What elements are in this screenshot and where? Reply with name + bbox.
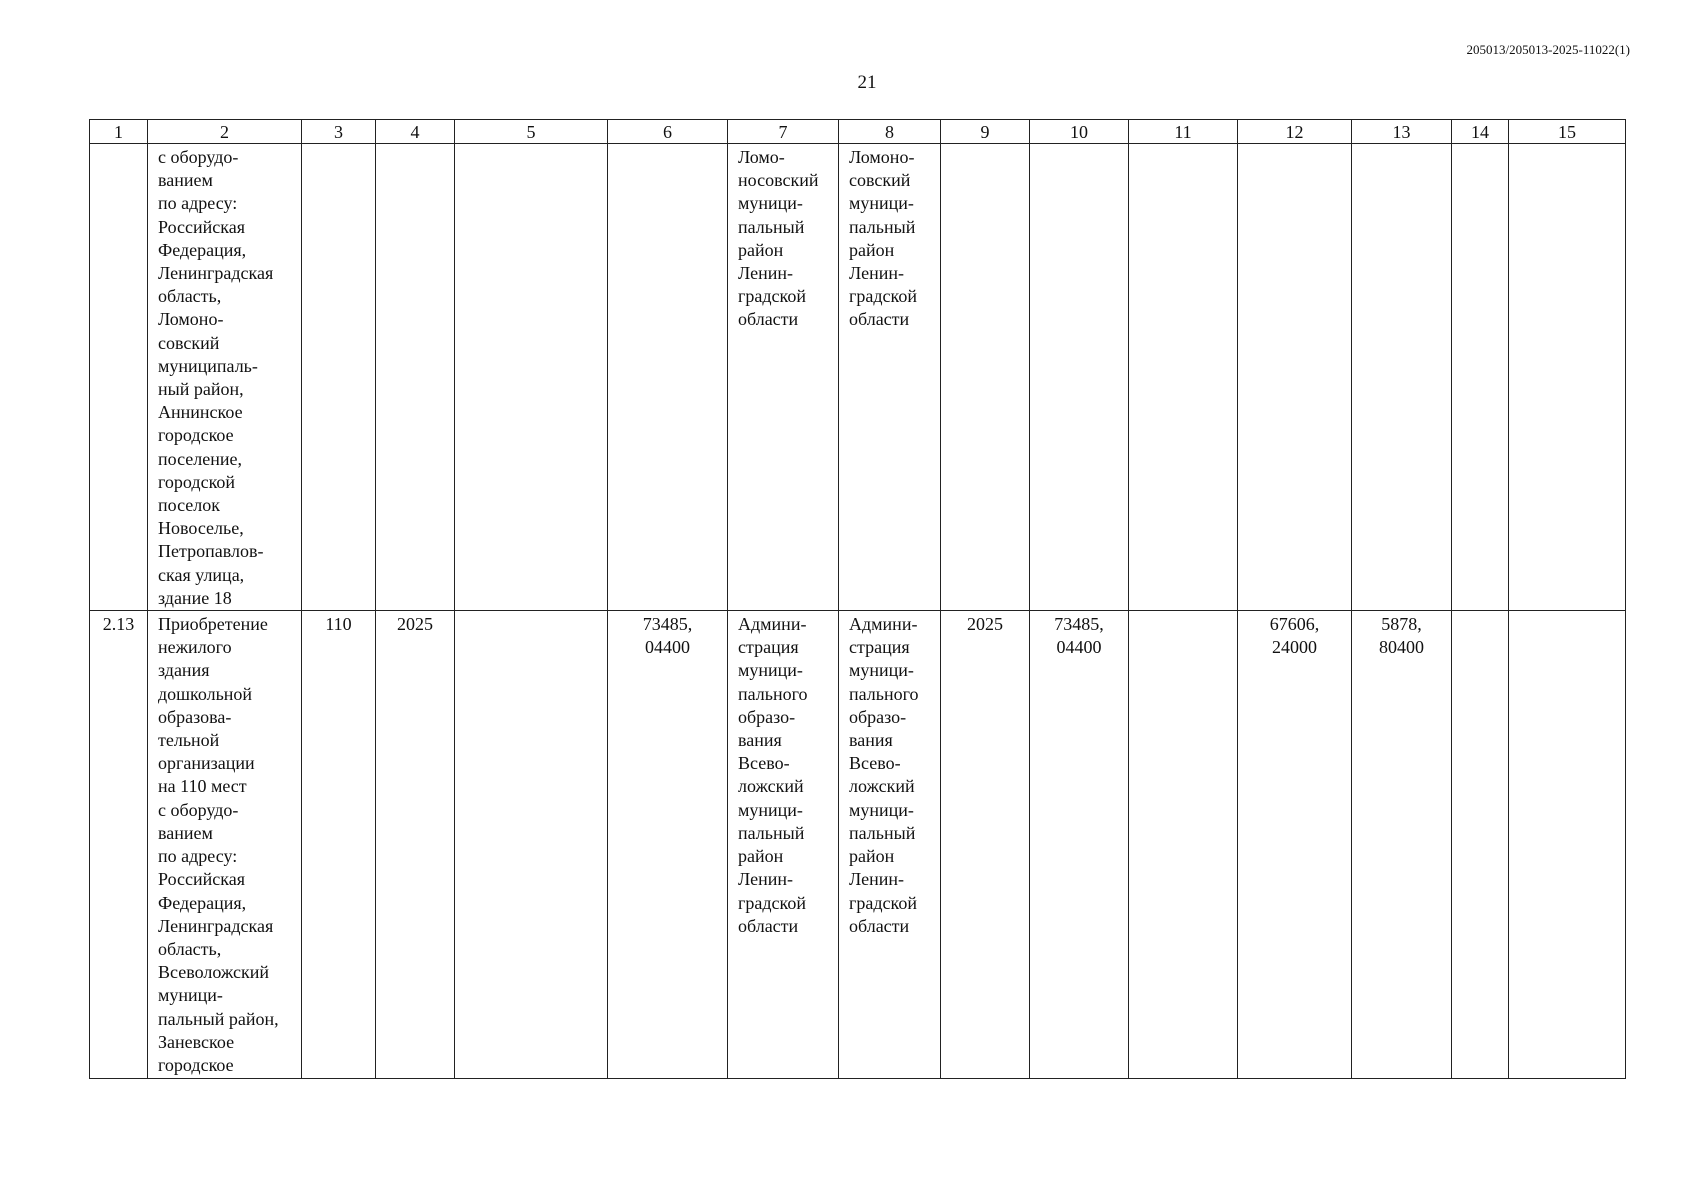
column-number: 12 <box>1238 120 1352 144</box>
amount-cell: 5878, 80400 <box>1352 611 1452 1079</box>
column-number: 10 <box>1030 120 1129 144</box>
cell-col14 <box>1452 611 1509 1079</box>
column-number-row <box>90 120 1626 144</box>
cell-col5 <box>455 611 608 1079</box>
column-number: 9 <box>941 120 1030 144</box>
table-row <box>90 611 1626 1079</box>
cell-col11 <box>1129 611 1238 1079</box>
customer-cell: Админи- страция муници- пального образо- вания Всево- ложский муници- пальный район Ленин- градской области <box>839 611 941 1079</box>
cell-col15 <box>1509 144 1626 611</box>
data-table <box>89 119 1626 1079</box>
document-id: 205013/205013-2025-11022(1) <box>1466 42 1630 57</box>
column-number: 3 <box>302 120 376 144</box>
amount-cell <box>1238 144 1352 611</box>
row-number-cell: 2.13 <box>90 611 148 1079</box>
cell-col5 <box>455 144 608 611</box>
table-row <box>90 144 1626 611</box>
recipient-cell: Ломо- носовский муници- пальный район Ленин- градской области <box>728 144 839 611</box>
column-number: 14 <box>1452 120 1509 144</box>
column-number: 1 <box>90 120 148 144</box>
column-number: 5 <box>455 120 608 144</box>
amount-cell <box>608 144 728 611</box>
column-number: 4 <box>376 120 455 144</box>
amount-cell <box>1352 144 1452 611</box>
page-number: 21 <box>857 72 877 93</box>
cell-col15 <box>1509 611 1626 1079</box>
capacity-cell <box>302 144 376 611</box>
amount-cell: 67606, 24000 <box>1238 611 1352 1079</box>
year-cell <box>376 144 455 611</box>
object-name-cell: Приобретение нежилого здания дошкольной образова- тельной организации на 110 мест с оборудо- ванием по адресу: Российская Федерация, Ленинградская область, Всеволожский муници- пальный район, Заневское городское <box>148 611 302 1079</box>
amount-cell <box>1030 144 1129 611</box>
column-number: 13 <box>1352 120 1452 144</box>
year-cell: 2025 <box>376 611 455 1079</box>
column-number: 7 <box>728 120 839 144</box>
recipient-cell: Админи- страция муници- пального образо- вания Всево- ложский муници- пальный район Ленин- градской области <box>728 611 839 1079</box>
column-number: 2 <box>148 120 302 144</box>
amount-cell: 73485, 04400 <box>1030 611 1129 1079</box>
column-number: 8 <box>839 120 941 144</box>
year-cell <box>941 144 1030 611</box>
cell-col11 <box>1129 144 1238 611</box>
row-number-cell <box>90 144 148 611</box>
year-cell: 2025 <box>941 611 1030 1079</box>
capacity-cell: 110 <box>302 611 376 1079</box>
column-number: 6 <box>608 120 728 144</box>
customer-cell: Ломоно- совский муници- пальный район Ленин- градской области <box>839 144 941 611</box>
column-number: 15 <box>1509 120 1626 144</box>
cell-col14 <box>1452 144 1509 611</box>
object-name-cell: с оборудо- ванием по адресу: Российская Федерация, Ленинградская область, Ломоно- совский муниципаль- ный район, Аннинское городское поселение, городской поселок Новоселье, Петропавлов- ская улица, здание 18 <box>148 144 302 611</box>
amount-cell: 73485, 04400 <box>608 611 728 1079</box>
column-number: 11 <box>1129 120 1238 144</box>
